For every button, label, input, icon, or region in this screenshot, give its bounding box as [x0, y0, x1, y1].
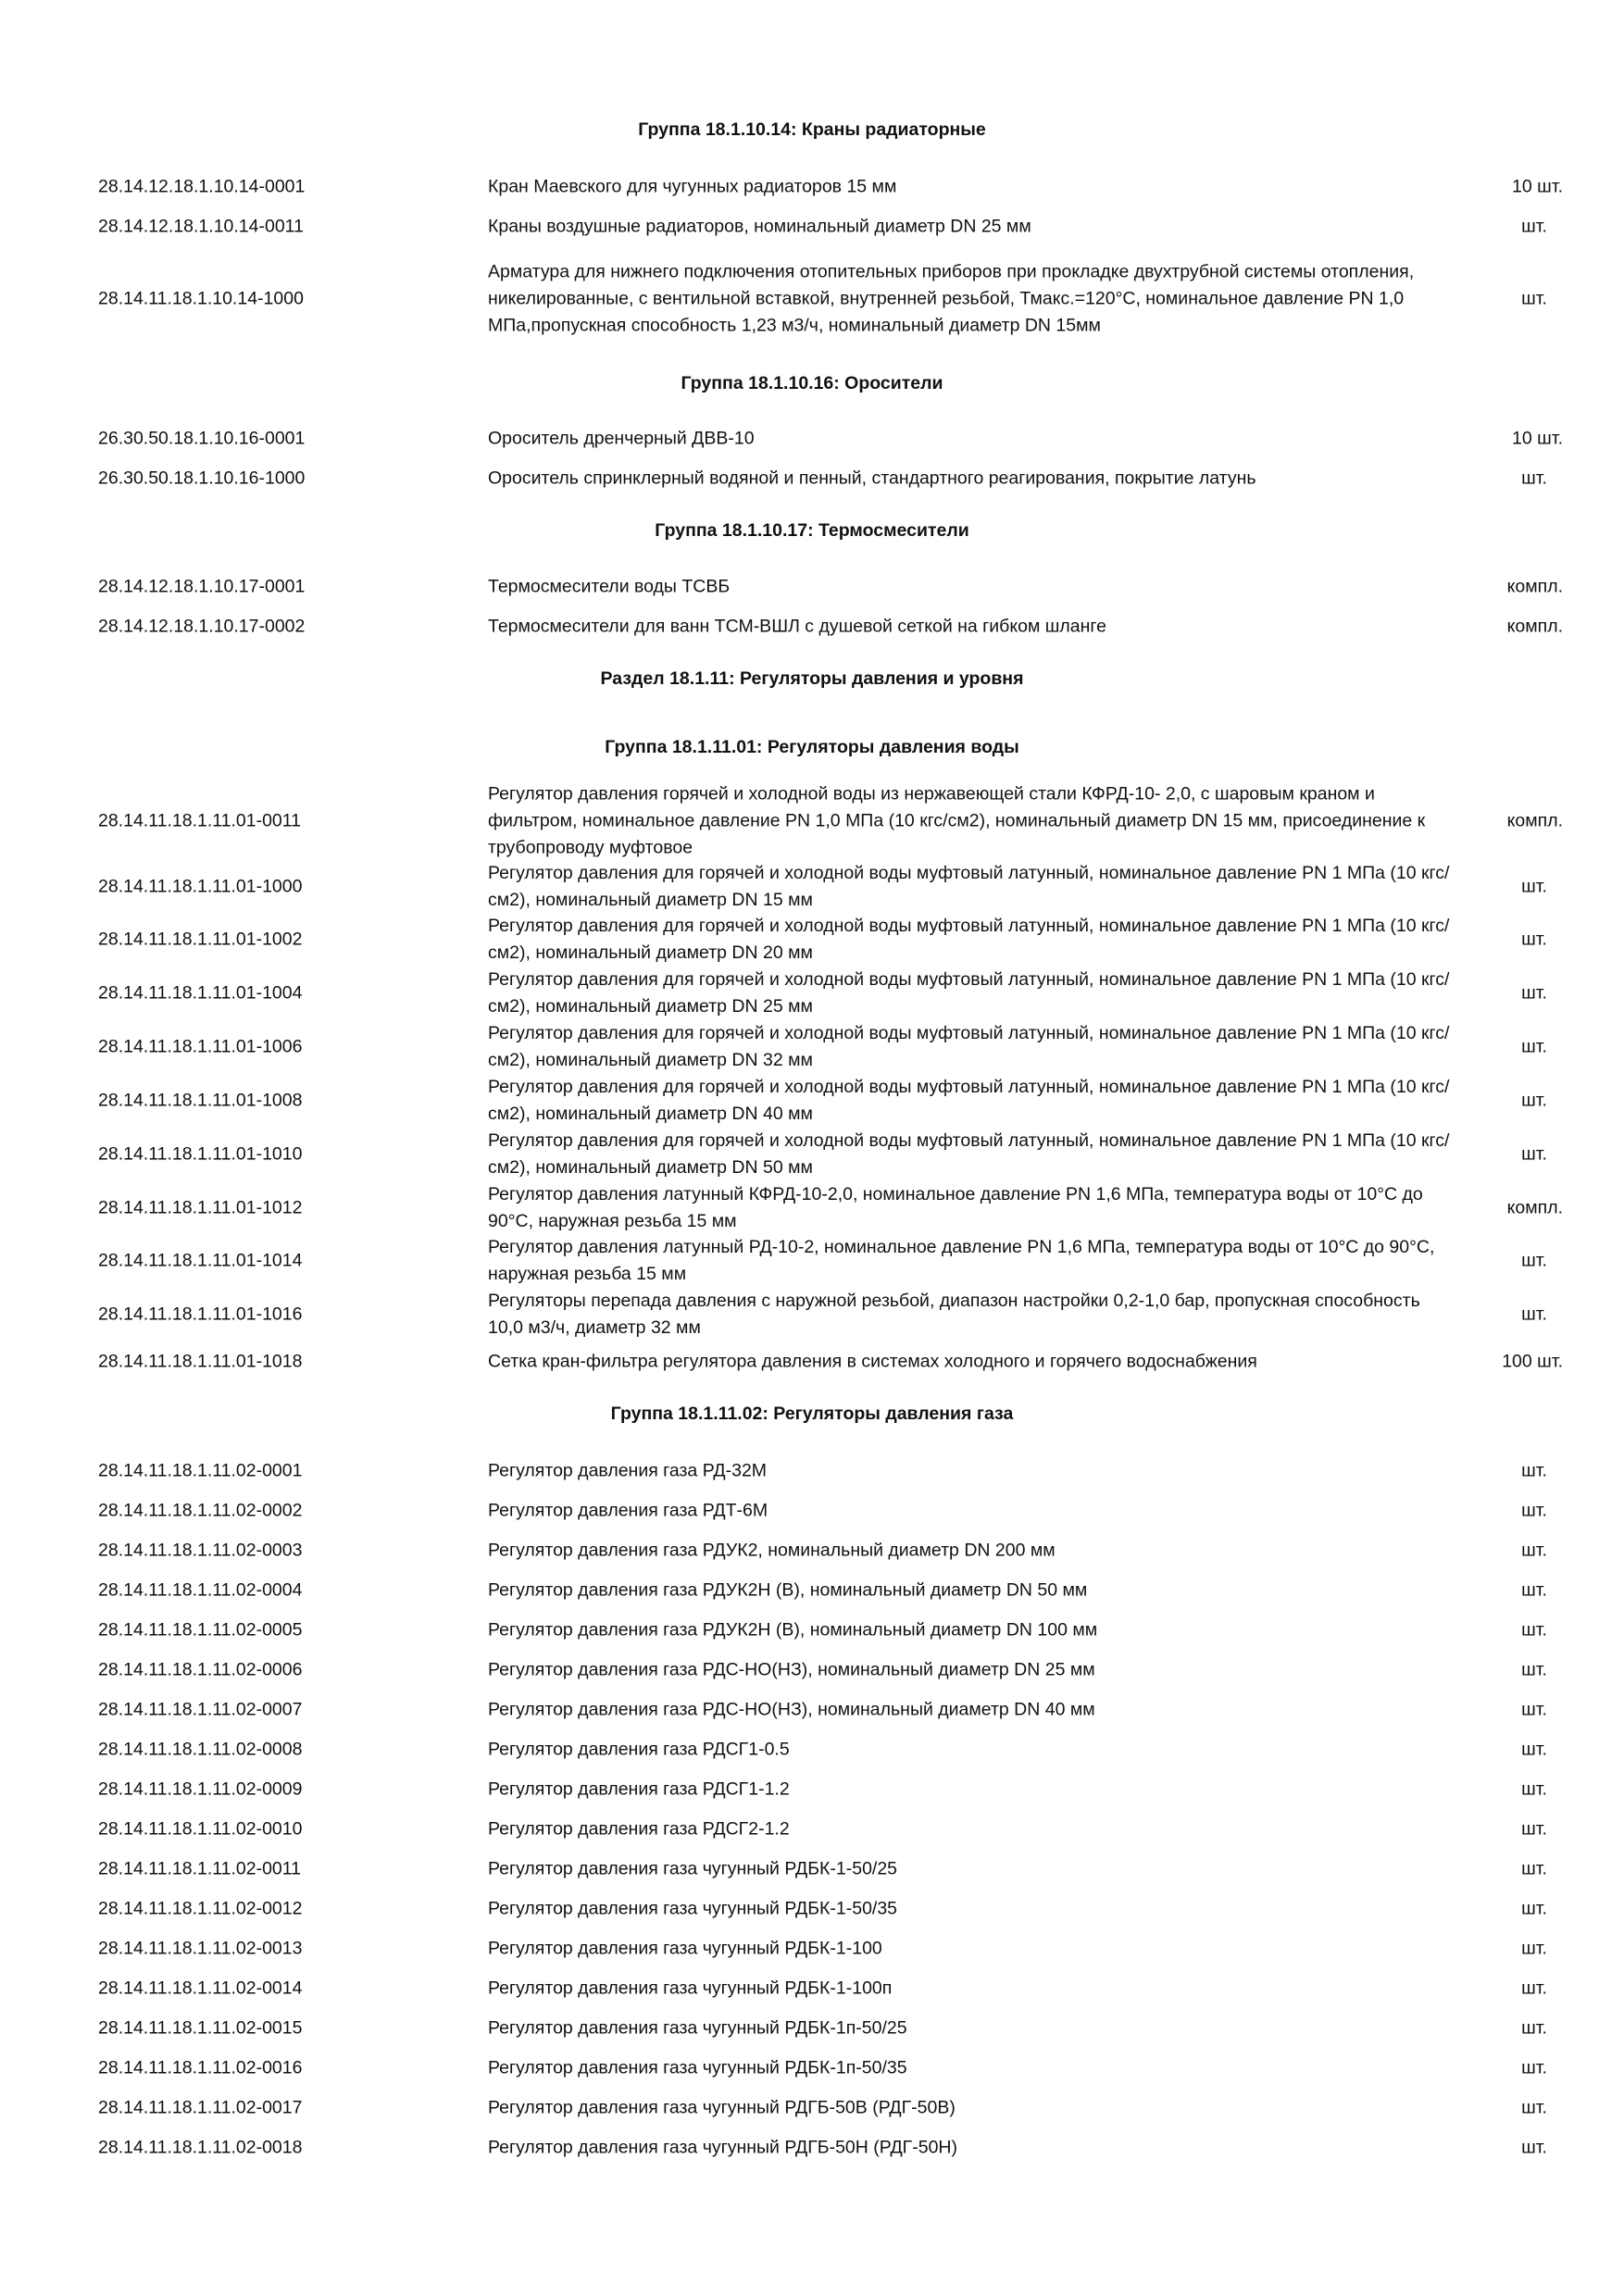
item-description: Регулятор давления для горячей и холодной воды муфтовый латунный, номинальное давление PN 1 МПа (10 кгс/см2), номинальный диаметр DN 20 мм: [488, 916, 1450, 963]
item-description: Регулятор давления газа РДТ-6М: [488, 1500, 768, 1521]
section-heading: Группа 18.1.10.14: Краны радиаторные: [638, 119, 986, 140]
item-unit: компл.: [1506, 1197, 1563, 1218]
table-row: [0, 1930, 1624, 1967]
table-row: [0, 1492, 1624, 1529]
item-unit: шт.: [1521, 1579, 1547, 1601]
item-description: Регулятор давления газа чугунный РДБК-1п-50/25: [488, 2017, 907, 2039]
table-row: [0, 1771, 1624, 1808]
item-description: Регулятор давления газа РДСГ2-1.2: [488, 1818, 790, 1840]
item-description: Регулятор давления газа РДСГ1-1.2: [488, 1778, 790, 1800]
item-description: Регулятор давления для горячей и холодной воды муфтовый латунный, номинальное давление PN 1 МПа (10 кгс/см2), номинальный диаметр DN 50 мм: [488, 1130, 1450, 1178]
table-row: [0, 1970, 1624, 2007]
item-unit: шт.: [1521, 1143, 1547, 1165]
item-code: 28.14.12.18.1.10.17-0002: [98, 616, 306, 637]
item-unit: шт.: [1521, 982, 1547, 1004]
item-description: Регулятор давления газа чугунный РДБК-1-100п: [488, 1978, 893, 1999]
item-unit: шт.: [1521, 1090, 1547, 1111]
item-unit: 10 шт.: [1512, 176, 1563, 197]
item-code: 28.14.11.18.1.11.02-0009: [98, 1778, 303, 1800]
item-code: 26.30.50.18.1.10.16-1000: [98, 468, 306, 489]
table-row: [0, 247, 1624, 351]
item-description: Термосмесители для ванн ТСМ-ВШЛ с душевой сеткой на гибком шланге: [488, 616, 1106, 637]
item-description: Регулятор давления газа чугунный РДБК-1-100: [488, 1938, 882, 1959]
item-code: 28.14.11.18.1.11.02-0001: [98, 1460, 303, 1481]
item-unit: шт.: [1521, 1250, 1547, 1271]
item-code: 28.14.12.18.1.10.14-0001: [98, 176, 306, 197]
section-heading: Группа 18.1.11.02: Регуляторы давления газа: [610, 1404, 1014, 1424]
item-unit: шт.: [1521, 2137, 1547, 2158]
item-description: Ороситель спринклерный водяной и пенный, стандартного реагирования, покрытие латунь: [488, 468, 1256, 489]
item-code: 28.14.12.18.1.10.17-0001: [98, 576, 306, 597]
table-row: [0, 2090, 1624, 2127]
table-row: [0, 1652, 1624, 1689]
item-code: 26.30.50.18.1.10.16-0001: [98, 428, 306, 449]
item-code: 28.14.11.18.1.11.02-0007: [98, 1699, 303, 1720]
item-unit: 10 шт.: [1512, 428, 1563, 449]
item-description: Регулятор давления для горячей и холодной воды муфтовый латунный, номинальное давление PN 1 МПа (10 кгс/см2), номинальный диаметр DN 40 мм: [488, 1077, 1450, 1124]
item-description: Регулятор давления газа чугунный РДБК-1п-50/35: [488, 2057, 907, 2078]
table-row: [0, 1691, 1624, 1728]
item-description: Регулятор давления латунный РД-10-2, номинальное давление PN 1,6 МПа, температура воды от 10°С до 90°С, наружная резьба 15 мм: [488, 1237, 1435, 1284]
table-row: [0, 208, 1624, 245]
table-row: [0, 568, 1624, 605]
item-code: 28.14.11.18.1.11.01-1014: [98, 1250, 303, 1271]
table-row: [0, 608, 1624, 645]
item-description: Регулятор давления латунный КФРД-10-2,0, номинальное давление PN 1,6 МПа, температура воды от 10°С до 90°С, наружная резьба 15 мм: [488, 1184, 1423, 1231]
item-description: Регулятор давления газа РДУК2Н (В), номинальный диаметр DN 100 мм: [488, 1619, 1098, 1641]
table-row: [0, 1343, 1624, 1380]
table-row: [0, 168, 1624, 206]
item-code: 28.14.11.18.1.11.01-1018: [98, 1351, 303, 1372]
item-code: 28.14.11.18.1.11.01-1004: [98, 982, 303, 1004]
item-description: Регулятор давления газа РДС-НО(НЗ), номинальный диаметр DN 25 мм: [488, 1659, 1095, 1680]
item-description: Регулятор давления газа РДС-НО(НЗ), номинальный диаметр DN 40 мм: [488, 1699, 1095, 1720]
table-row: [0, 1851, 1624, 1888]
item-unit: шт.: [1521, 876, 1547, 897]
item-description: Регулятор давления горячей и холодной воды из нержавеющей стали КФРД-10- 2,0, с шаровым краном и фильтром, номинальное давление PN 1,0 МПа (10 кгс/см2), номинальный диаметр DN 15 мм, присоединение к трубопроводу муфтовое: [488, 783, 1426, 858]
item-code: 28.14.11.18.1.11.01-1002: [98, 929, 303, 950]
table-row: [0, 1731, 1624, 1768]
item-code: 28.14.11.18.1.11.01-1008: [98, 1090, 303, 1111]
item-description: Регулятор давления для горячей и холодной воды муфтовый латунный, номинальное давление PN 1 МПа (10 кгс/см2), номинальный диаметр DN 15 мм: [488, 863, 1450, 910]
item-description: Краны воздушные радиаторов, номинальный диаметр DN 25 мм: [488, 216, 1031, 237]
item-unit: шт.: [1521, 1540, 1547, 1561]
item-unit: шт.: [1521, 929, 1547, 950]
item-unit: шт.: [1521, 1619, 1547, 1641]
item-code: 28.14.12.18.1.10.14-0011: [98, 216, 304, 237]
item-code: 28.14.11.18.1.11.02-0011: [98, 1858, 302, 1879]
table-row: [0, 861, 1624, 913]
table-row: [0, 1612, 1624, 1649]
table-row: [0, 967, 1624, 1019]
item-description: Регулятор давления газа чугунный РДБК-1-50/35: [488, 1898, 898, 1919]
item-description: Сетка кран-фильтра регулятора давления в системах холодного и горячего водоснабжения: [488, 1351, 1257, 1372]
table-row: [0, 2129, 1624, 2166]
item-unit: шт.: [1521, 1500, 1547, 1521]
item-unit: шт.: [1521, 1778, 1547, 1800]
item-unit: шт.: [1521, 1460, 1547, 1481]
item-code: 28.14.11.18.1.11.02-0016: [98, 2057, 303, 2078]
item-unit: компл.: [1506, 810, 1563, 831]
item-description: Регулятор давления газа РД-32М: [488, 1460, 768, 1481]
item-description: Регулятор давления газа РДСГ1-0.5: [488, 1739, 790, 1760]
item-code: 28.14.11.18.1.11.02-0015: [98, 2017, 303, 2039]
item-description: Термосмесители воды ТСВБ: [488, 576, 731, 597]
item-unit: шт.: [1521, 1938, 1547, 1959]
table-row: [0, 420, 1624, 457]
item-description: Кран Маевского для чугунных радиаторов 15 мм: [488, 176, 897, 197]
item-description: Регулятор давления для горячей и холодной воды муфтовый латунный, номинальное давление PN 1 МПа (10 кгс/см2), номинальный диаметр DN 32 мм: [488, 1023, 1450, 1070]
item-code: 28.14.11.18.1.11.01-1012: [98, 1197, 303, 1218]
item-unit: шт.: [1521, 216, 1547, 237]
table-row: [0, 2050, 1624, 2087]
item-code: 28.14.11.18.1.11.01-1000: [98, 876, 303, 897]
item-description: Регулятор давления газа чугунный РДГБ-50В (РДГ-50В): [488, 2097, 956, 2118]
section-heading: Группа 18.1.10.17: Термосмесители: [655, 520, 969, 541]
item-unit: шт.: [1521, 1659, 1547, 1680]
item-unit: компл.: [1506, 616, 1563, 637]
item-code: 28.14.11.18.1.11.02-0014: [98, 1978, 303, 1999]
item-description: Регулятор давления для горячей и холодной воды муфтовый латунный, номинальное давление PN 1 МПа (10 кгс/см2), номинальный диаметр DN 25 мм: [488, 969, 1450, 1017]
item-unit: шт.: [1521, 2097, 1547, 2118]
item-description: Арматура для нижнего подключения отопительных приборов при прокладке двухтрубной системы отопления, никелированные, с вентильной вставкой, внутренней резьбой, Тмакс.=120°С, номинальное давление PN 1,0 МПа,пропускная способность 1,23 м3/ч, номинальный диаметр DN 15мм: [488, 261, 1415, 336]
item-code: 28.14.11.18.1.11.02-0018: [98, 2137, 303, 2158]
item-description: Ороситель дренчерный ДВВ-10: [488, 428, 755, 449]
table-row: [0, 1235, 1624, 1287]
item-description: Регуляторы перепада давления с наружной резьбой, диапазон настройки 0,2-1,0 бар, пропускная способность 10,0 м3/ч, диаметр 32 мм: [488, 1291, 1420, 1338]
item-code: 28.14.11.18.1.10.14-1000: [98, 288, 304, 309]
table-row: [0, 460, 1624, 497]
table-row: [0, 914, 1624, 966]
item-code: 28.14.11.18.1.11.02-0003: [98, 1540, 303, 1561]
table-row: [0, 1532, 1624, 1569]
table-row: [0, 783, 1624, 858]
item-code: 28.14.11.18.1.11.02-0010: [98, 1818, 303, 1840]
item-unit: шт.: [1521, 1898, 1547, 1919]
table-row: [0, 1021, 1624, 1073]
item-code: 28.14.11.18.1.11.02-0005: [98, 1619, 303, 1641]
table-row: [0, 1572, 1624, 1609]
table-row: [0, 1453, 1624, 1490]
table-row: [0, 1811, 1624, 1848]
section-heading: Группа 18.1.11.01: Регуляторы давления воды: [605, 737, 1019, 757]
item-unit: шт.: [1521, 1818, 1547, 1840]
item-unit: 100 шт.: [1502, 1351, 1563, 1372]
item-code: 28.14.11.18.1.11.02-0008: [98, 1739, 303, 1760]
item-unit: шт.: [1521, 2057, 1547, 2078]
item-description: Регулятор давления газа РДУК2, номинальный диаметр DN 200 мм: [488, 1540, 1056, 1561]
item-code: 28.14.11.18.1.11.01-1010: [98, 1143, 303, 1165]
item-code: 28.14.11.18.1.11.02-0017: [98, 2097, 303, 2118]
item-unit: компл.: [1506, 576, 1563, 597]
item-unit: шт.: [1521, 1036, 1547, 1057]
item-code: 28.14.11.18.1.11.02-0002: [98, 1500, 303, 1521]
item-unit: шт.: [1521, 468, 1547, 489]
item-unit: шт.: [1521, 1739, 1547, 1760]
table-row: [0, 1890, 1624, 1928]
item-unit: шт.: [1521, 2017, 1547, 2039]
item-unit: шт.: [1521, 1699, 1547, 1720]
item-code: 28.14.11.18.1.11.02-0006: [98, 1659, 303, 1680]
item-code: 28.14.11.18.1.11.01-1016: [98, 1304, 303, 1325]
table-row: [0, 1291, 1624, 1338]
item-description: Регулятор давления газа РДУК2Н (В), номинальный диаметр DN 50 мм: [488, 1579, 1088, 1601]
item-unit: шт.: [1521, 1858, 1547, 1879]
item-code: 28.14.11.18.1.11.02-0013: [98, 1938, 303, 1959]
section-heading: Группа 18.1.10.16: Оросители: [681, 373, 943, 393]
item-description: Регулятор давления газа чугунный РДБК-1-50/25: [488, 1858, 898, 1879]
item-code: 28.14.11.18.1.11.02-0004: [98, 1579, 303, 1601]
table-row: [0, 2010, 1624, 2047]
table-row: [0, 1075, 1624, 1127]
section-heading: Раздел 18.1.11: Регуляторы давления и уровня: [600, 668, 1024, 689]
item-unit: шт.: [1521, 1978, 1547, 1999]
item-unit: шт.: [1521, 288, 1547, 309]
table-row: [0, 1129, 1624, 1180]
item-code: 28.14.11.18.1.11.01-1006: [98, 1036, 303, 1057]
table-row: [0, 1182, 1624, 1234]
item-description: Регулятор давления газа чугунный РДГБ-50Н (РДГ-50Н): [488, 2137, 957, 2158]
item-code: 28.14.11.18.1.11.01-0011: [98, 810, 302, 831]
item-unit: шт.: [1521, 1304, 1547, 1325]
item-code: 28.14.11.18.1.11.02-0012: [98, 1898, 303, 1919]
